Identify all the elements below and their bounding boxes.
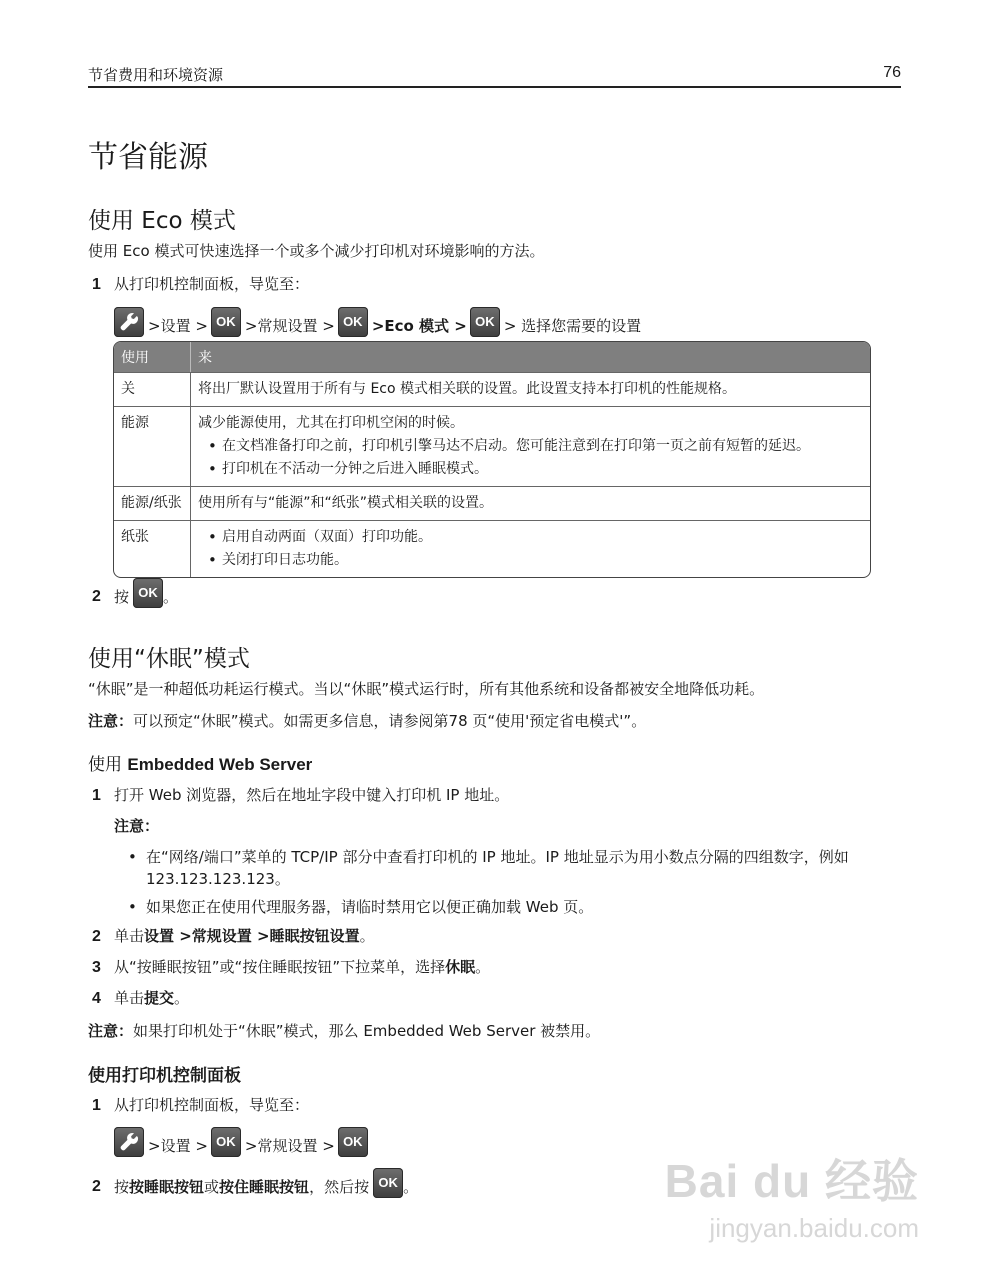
step-text-end: 。 bbox=[174, 989, 190, 1007]
nav-select-setting: > 选择您需要的设置 bbox=[503, 317, 642, 335]
ews-notes-list bbox=[126, 846, 901, 924]
table-cell-use: 关 bbox=[114, 372, 191, 406]
step-bold: 设置 >常规设置 >睡眠按钮设置 bbox=[144, 927, 360, 945]
step-text-tail: ，然后按 bbox=[309, 1178, 370, 1196]
wrench-icon[interactable] bbox=[114, 1127, 144, 1157]
ok-button[interactable]: OK bbox=[338, 1127, 368, 1157]
step-text: 从打印机控制面板，导览至： bbox=[114, 1096, 310, 1114]
eco-intro: 使用 Eco 模式可快速选择一个或多个减少打印机对环境影响的方法。 bbox=[88, 242, 545, 260]
ews-heading-bold: Embedded Web Server bbox=[127, 755, 313, 774]
step-number: 2 bbox=[92, 588, 101, 605]
step-text: 打开 Web 浏览器，然后在地址字段中键入打印机 IP 地址。 bbox=[114, 786, 510, 804]
eco-heading: 使用 Eco 模式 bbox=[88, 208, 236, 234]
baidu-watermark bbox=[665, 1145, 919, 1244]
watermark-url: jingyan.baidu.com bbox=[709, 1213, 919, 1243]
panel-nav-path bbox=[114, 1125, 368, 1157]
wrench-icon[interactable] bbox=[114, 307, 144, 337]
note-text: 如果打印机处于“休眠”模式，那么 Embedded Web Server 被禁用。 bbox=[133, 1022, 601, 1040]
note-label: 注意： bbox=[88, 712, 134, 730]
step-number: 3 bbox=[92, 959, 101, 976]
step-number: 1 bbox=[92, 276, 101, 293]
ews-notes-label: 注意： bbox=[114, 817, 160, 835]
sleep-note bbox=[88, 710, 646, 732]
step-text: 单击 bbox=[114, 927, 145, 945]
step-number: 1 bbox=[92, 1097, 101, 1114]
table-cell-desc: 将出厂默认设置用于所有与 Eco 模式相关联的设置。此设置支持本打印机的性能规格。 bbox=[191, 372, 870, 406]
panel-heading: 使用打印机控制面板 bbox=[88, 1066, 241, 1086]
step-text-end: 。 bbox=[163, 588, 179, 606]
ews-step-4 bbox=[92, 987, 189, 1010]
step-text: 按 bbox=[114, 588, 130, 606]
note-text: 可以预定“休眠”模式。如需更多信息，请参阅第78 页“使用'预定省电模式'”。 bbox=[133, 712, 647, 730]
cell-bullet-list bbox=[198, 435, 863, 481]
list-item: • 打印机在不活动一分钟之后进入睡眠模式。 bbox=[208, 458, 863, 481]
step-number: 1 bbox=[92, 787, 101, 804]
step-bold: 休眠 bbox=[445, 958, 476, 976]
ews-step-2 bbox=[92, 925, 375, 948]
ok-button[interactable]: OK bbox=[338, 307, 368, 337]
cell-text: 减少能源使用，尤其在打印机空闲的时候。 bbox=[198, 415, 464, 431]
page-number: 76 bbox=[883, 64, 901, 81]
table-cell-use: 能源/纸张 bbox=[114, 486, 191, 520]
table-cell-desc: 使用所有与“能源”和“纸张”模式相关联的设置。 bbox=[191, 486, 870, 520]
nav-general-settings: >常规设置 > bbox=[244, 317, 335, 335]
ok-button[interactable]: OK bbox=[133, 578, 163, 608]
step-number: 4 bbox=[92, 990, 101, 1007]
step-bold: 提交 bbox=[144, 989, 175, 1007]
panel-step-1 bbox=[92, 1094, 309, 1117]
step-text-end: 。 bbox=[403, 1178, 419, 1196]
step-text: 从“按睡眠按钮”或“按住睡眠按钮”下拉菜单，选择 bbox=[114, 958, 446, 976]
nav-settings: >设置 > bbox=[148, 1137, 208, 1155]
header-divider bbox=[88, 86, 901, 88]
table-header-row bbox=[114, 342, 870, 372]
ok-button[interactable]: OK bbox=[211, 1127, 241, 1157]
note-label: 注意： bbox=[88, 1022, 134, 1040]
nav-eco-mode: >Eco 模式 > bbox=[371, 317, 467, 335]
list-item: • 如果您正在使用代理服务器，请临时禁用它以便正确加载 Web 页。 bbox=[126, 896, 901, 918]
table-row bbox=[114, 406, 870, 486]
watermark-logo: Bai du 经验 bbox=[664, 1155, 919, 1207]
ews-heading bbox=[88, 750, 312, 775]
step-text-end: 。 bbox=[359, 927, 375, 945]
eco-nav-path bbox=[114, 305, 644, 337]
panel-step-2 bbox=[92, 1168, 418, 1198]
step-number: 2 bbox=[92, 928, 101, 945]
step-number: 2 bbox=[92, 1178, 101, 1195]
eco-options-table bbox=[113, 341, 871, 578]
table-row bbox=[114, 486, 870, 520]
sleep-heading: 使用“休眠”模式 bbox=[88, 646, 250, 672]
running-header-section: 节省费用和环境资源 bbox=[88, 66, 224, 84]
step-text: 单击 bbox=[114, 989, 145, 1007]
step-text: 从打印机控制面板，导览至： bbox=[114, 275, 310, 293]
ews-step-3 bbox=[92, 956, 490, 979]
eco-step-2 bbox=[92, 578, 178, 608]
eco-step-1 bbox=[92, 273, 309, 296]
table-cell-use: 纸张 bbox=[114, 520, 191, 577]
ews-step-1 bbox=[92, 784, 509, 807]
step-text-end: 。 bbox=[475, 958, 491, 976]
list-item: • 在文档准备打印之前，打印机引擎马达不启动。您可能注意到在打印第一页之前有短暂的延迟。 bbox=[208, 435, 863, 458]
sleep-intro: “休眠”是一种超低功耗运行模式。当以“休眠”模式运行时，所有其他系统和设备都被安全地降低功耗。 bbox=[88, 680, 765, 698]
table-row bbox=[114, 372, 870, 406]
ews-heading-prefix: 使用 bbox=[88, 755, 128, 775]
nav-general-settings: >常规设置 > bbox=[244, 1137, 335, 1155]
table-cell-desc bbox=[191, 520, 870, 577]
list-item: • 启用自动两面（双面）打印功能。 bbox=[208, 526, 863, 549]
cell-bullet-list bbox=[198, 526, 863, 572]
step-text: 按 bbox=[114, 1178, 130, 1196]
ok-button[interactable]: OK bbox=[211, 307, 241, 337]
step-bold: 按住睡眠按钮 bbox=[219, 1178, 310, 1196]
table-cell-desc bbox=[191, 406, 870, 486]
nav-settings: >设置 > bbox=[148, 317, 208, 335]
step-text-mid: 或 bbox=[204, 1178, 220, 1196]
list-item: • 关闭打印日志功能。 bbox=[208, 549, 863, 572]
table-cell-use: 能源 bbox=[114, 406, 191, 486]
ok-button[interactable]: OK bbox=[373, 1168, 403, 1198]
table-row bbox=[114, 520, 870, 577]
ews-note bbox=[88, 1020, 600, 1042]
ok-button[interactable]: OK bbox=[470, 307, 500, 337]
table-header-use: 使用 bbox=[114, 342, 191, 372]
list-item: • 在“网络/端口”菜单的 TCP/IP 部分中查看打印机的 IP 地址。IP 地址显示为用小数点分隔的四组数字，例如 123.123.123.123。 bbox=[126, 846, 901, 890]
page-title: 节省能源 bbox=[88, 140, 208, 175]
table-header-to: 来 bbox=[191, 342, 870, 372]
step-bold: 按睡眠按钮 bbox=[129, 1178, 205, 1196]
